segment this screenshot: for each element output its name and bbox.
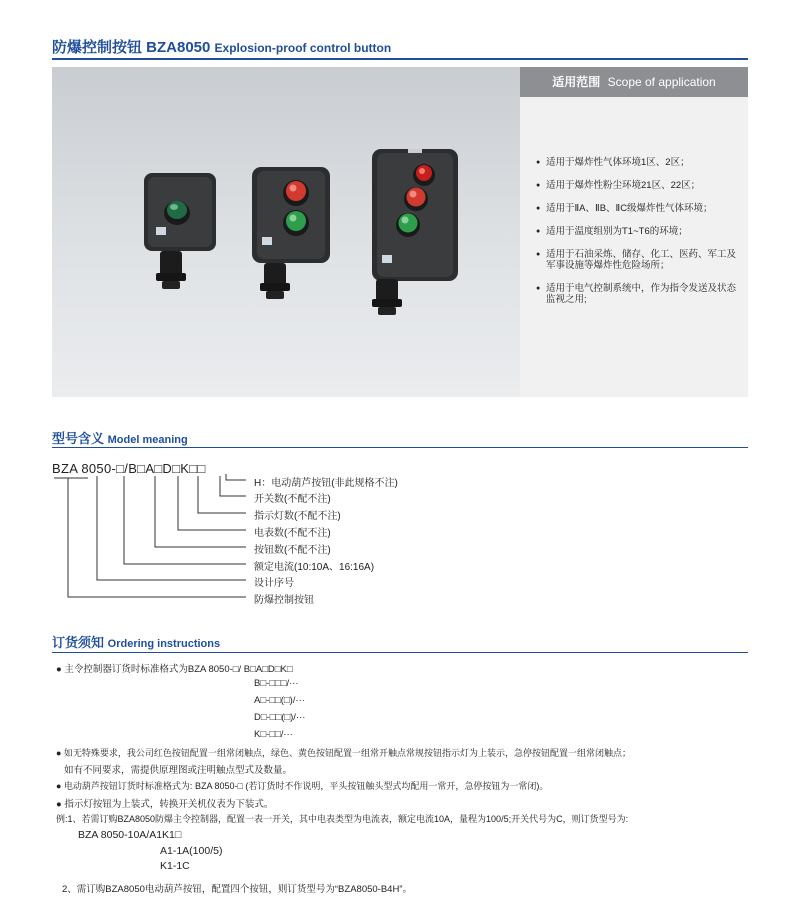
ordering-divider (52, 652, 748, 653)
model-label-lamp: 指示灯数(不配不注) (254, 511, 341, 522)
model-title-en: Model meaning (107, 434, 188, 446)
scope-item: ● 适用于ⅡA、ⅡB、ⅡC级爆炸性气体环境； (536, 203, 741, 214)
ordering-line: ● 如无特殊要求，我公司红色按钮配置一组常闭触点，绿色、黄色按钮配置一组常开触点常规按钮指示灯为上装示，急停按钮配置一组常闭触点； (56, 748, 631, 758)
ordering-line: ● 电动葫芦按钮订货时标准格式为: BZA 8050-□ (若订货时不作说明，平头按钮触头型式均配用一常开，急停按钮为一常闭)。 (56, 781, 549, 791)
scope-item: ● 适用于温度组别为T1~T6的环境； (536, 226, 741, 237)
example-code: A1-1A(100/5) (160, 845, 223, 857)
model-label-switch: 开关数(不配不注) (254, 494, 331, 505)
model-label-current: 额定电流(10:10A、16:16A) (254, 562, 375, 573)
ordering-line: A□-□□(□)/··· (254, 695, 305, 706)
ordering-section-title (52, 632, 220, 651)
ordering-line: B□-□□□/··· (254, 678, 299, 689)
ordering-line: D□-□□(□)/··· (254, 712, 306, 723)
scope-item: ● 适用于电气控制系统中，作为指令发送及状态监视之用; (536, 283, 741, 305)
example-code: K1-1C (160, 860, 190, 872)
scope-title-cn: 适用范围 (552, 75, 601, 89)
ordering-line: ● 主令控制器订货时标准格式为BZA 8050-□/ B□A□D□K□ (56, 664, 293, 675)
model-label-button: 按钮数(不配不注) (254, 545, 331, 556)
scope-item: ● 适用于爆炸性粉尘环境21区、22区； (536, 180, 741, 191)
ordering-title-en: Ordering instructions (107, 638, 221, 650)
model-title-cn: 型号含义 (52, 431, 105, 446)
scope-item: ● 适用于石油采炼、储存、化工、医药、军工及军事设施等爆炸性危险场所； (536, 249, 741, 271)
model-label-product: 防爆控制按钮 (254, 595, 314, 606)
scope-item: ● 适用于爆炸性气体环境1区、2区； (536, 157, 741, 168)
ordering-line: 例:1、若需订购BZA8050防爆主令控制器，配置一表一开关，其中电表类型为电流表，额定电流10A，量程为100/5;开关代号为C，则订货型号为: (56, 814, 629, 824)
title-cn: 防爆控制按钮 BZA8050 (52, 39, 211, 56)
model-code: BZA 8050-□/B□A□D□K□□ (52, 461, 206, 476)
ordering-title-cn: 订货须知 (52, 635, 105, 650)
ordering-line: 2、需订购BZA8050电动葫芦按钮，配置四个按钮，则订货型号为“BZA8050-B4H”。 (62, 884, 412, 895)
ordering-line: K□-□□/··· (254, 729, 293, 740)
ordering-line: ● 指示灯按钮为上装式，转换开关机仪表为下装式。 (56, 799, 274, 810)
example-code: BZA 8050-10A/A1K1□ (78, 829, 182, 841)
ordering-line: 如有不同要求，需提供原理图或注明触点型式及数量。 (64, 765, 293, 776)
model-label-meter: 电表数(不配不注) (254, 528, 331, 539)
model-label-h: H：电动葫芦按钮(非此规格不注) (254, 478, 398, 489)
title-en: Explosion-proof control button (214, 41, 392, 55)
model-label-design: 设计序号 (254, 578, 294, 589)
scope-title-en: Scope of application (607, 75, 716, 89)
